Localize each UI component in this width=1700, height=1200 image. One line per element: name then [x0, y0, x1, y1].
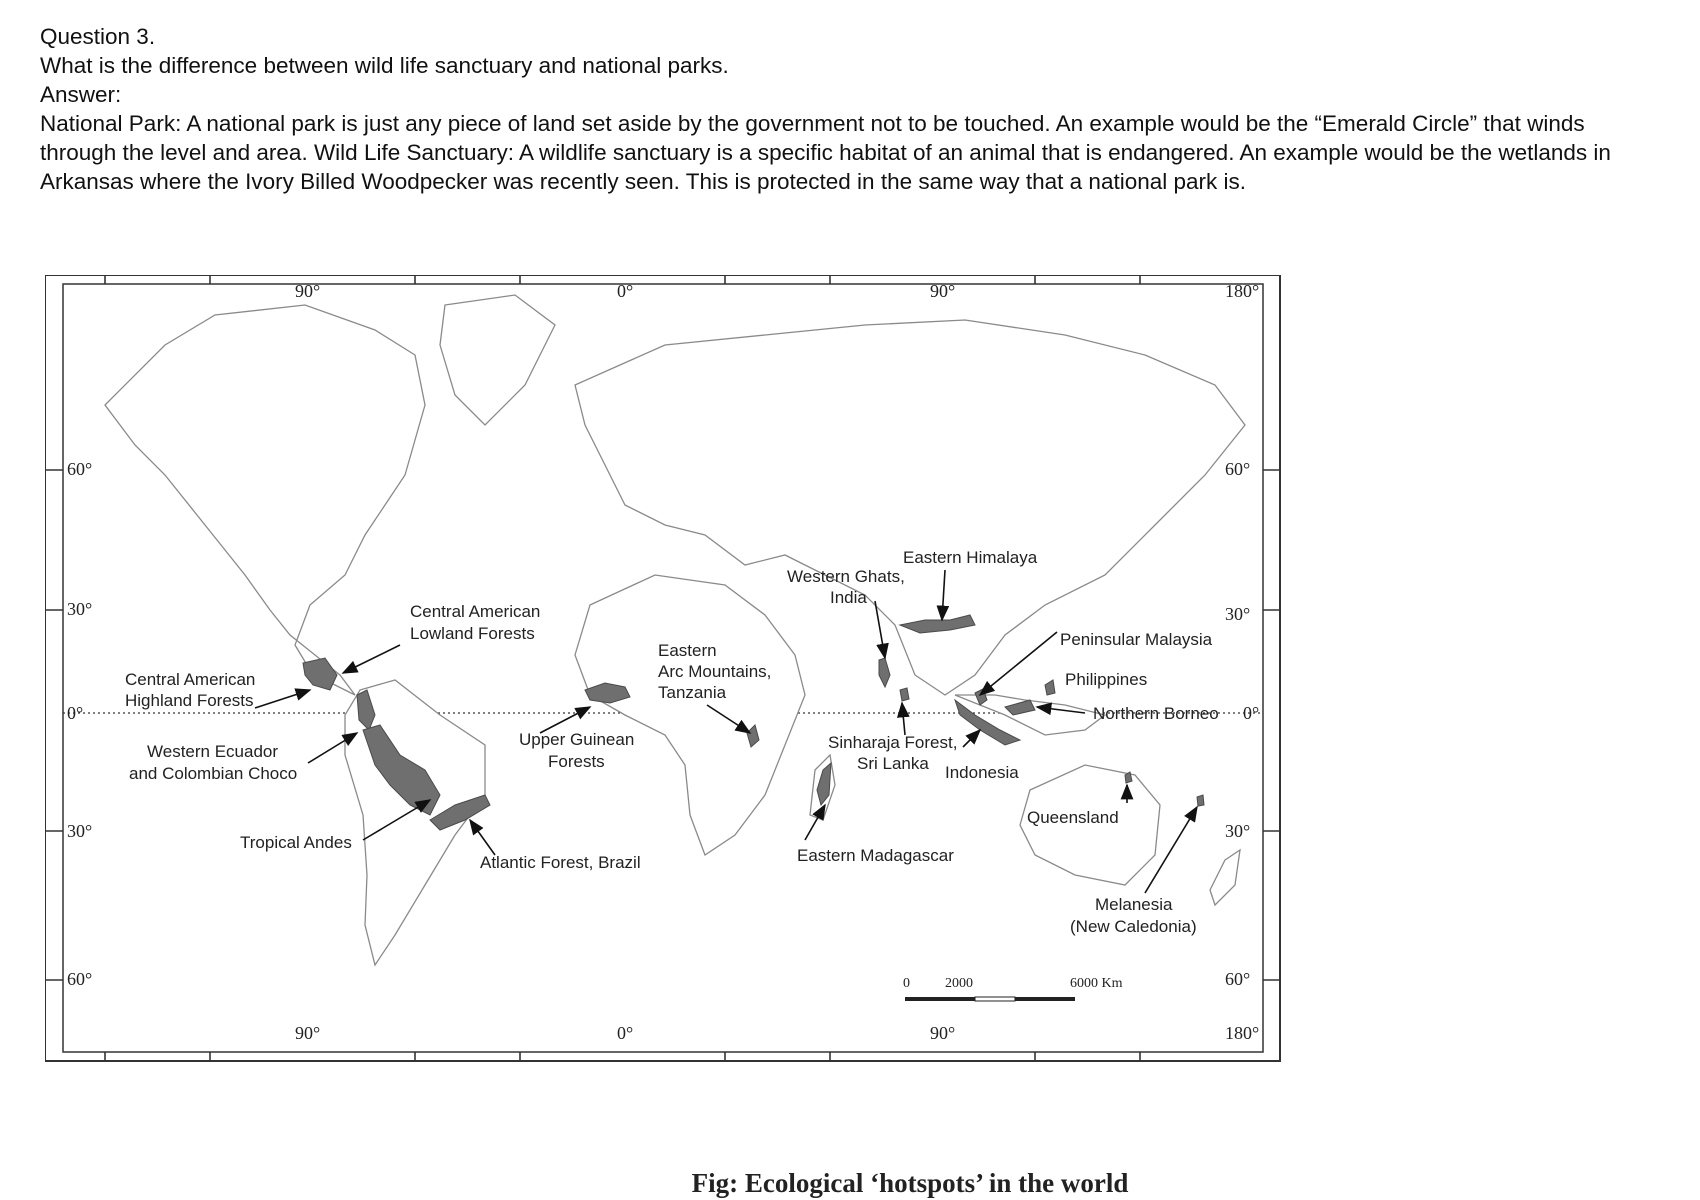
- label-central-american-highland-1: Central American: [125, 670, 256, 689]
- question-number: Question 3.: [40, 24, 156, 49]
- label-eastern-arc-2: Arc Mountains,: [658, 662, 772, 681]
- label-atlantic-forest: Atlantic Forest, Brazil: [480, 853, 641, 872]
- label-eastern-arc-1: Eastern: [658, 641, 717, 660]
- label-western-ghats-1: Western Ghats,: [787, 567, 905, 586]
- deg-right-0: 0°: [1243, 703, 1260, 723]
- deg-left-60n: 60°: [67, 459, 93, 479]
- label-central-american-lowland-1: Central American: [410, 602, 541, 621]
- deg-left-0: 0°: [67, 703, 84, 723]
- deg-left-60s: 60°: [67, 969, 93, 989]
- label-sinharaja-2: Sri Lanka: [857, 754, 929, 773]
- deg-top-90e: 90°: [930, 281, 956, 301]
- hotspot-map: [45, 275, 1400, 1170]
- label-eastern-madagascar: Eastern Madagascar: [797, 846, 954, 865]
- deg-top-180: 180°: [1225, 281, 1260, 301]
- deg-bottom-0: 0°: [617, 1023, 634, 1043]
- label-tropical-andes: Tropical Andes: [240, 833, 352, 852]
- label-sinharaja-1: Sinharaja Forest,: [828, 733, 958, 752]
- label-central-american-highland-2: Highland Forests: [125, 691, 254, 710]
- deg-top-0: 0°: [617, 281, 634, 301]
- answer-label: Answer:: [40, 82, 122, 107]
- label-upper-guinean-1: Upper Guinean: [519, 730, 635, 749]
- deg-bottom-90w: 90°: [295, 1023, 321, 1043]
- hotspot-melanesia: [1197, 795, 1204, 806]
- label-upper-guinean-2: Forests: [548, 752, 605, 771]
- deg-right-60n: 60°: [1225, 459, 1251, 479]
- scale-end: 6000 Km: [1070, 976, 1123, 991]
- label-central-american-lowland-2: Lowland Forests: [410, 624, 535, 643]
- label-indonesia: Indonesia: [945, 763, 1019, 782]
- deg-bottom-90e: 90°: [930, 1023, 956, 1043]
- label-peninsular-malaysia: Peninsular Malaysia: [1060, 630, 1213, 649]
- label-northern-borneo: Northern Borneo: [1093, 704, 1219, 723]
- answer-text: National Park: A national park is just any piece of land set aside by the government not to be touched. An example would be the “Emerald Circle” that winds through the level and area. Wild Life Sanctuary: A wildlife sanctuary is a specific habitat of an animal that is endangered. An example would be the wetlands in Arkansas where the Ivory Billed Woodpecker was recently seen. This is protected in the same way that a national park is.: [40, 111, 1611, 194]
- map-caption: Fig: Ecological ‘hotspots’ in the world: [691, 1168, 1129, 1198]
- label-eastern-himalaya: Eastern Himalaya: [903, 548, 1038, 567]
- deg-top-90w: 90°: [295, 281, 321, 301]
- label-philippines: Philippines: [1065, 670, 1148, 689]
- deg-right-30n: 30°: [1225, 604, 1251, 624]
- label-melanesia-2: (New Caledonia): [1070, 917, 1197, 936]
- question-block: [40, 22, 1660, 196]
- scale-zero: 0: [903, 976, 910, 991]
- label-eastern-arc-3: Tanzania: [658, 683, 727, 702]
- deg-left-30s: 30°: [67, 821, 93, 841]
- world-map-svg: [45, 275, 1400, 1170]
- question-text: What is the difference between wild life sanctuary and national parks.: [40, 53, 729, 78]
- label-western-ecuador-2: and Colombian Choco: [129, 764, 298, 783]
- deg-right-30s: 30°: [1225, 821, 1251, 841]
- deg-right-60s: 60°: [1225, 969, 1251, 989]
- scale-mid: 2000: [945, 976, 973, 991]
- label-western-ecuador-1: Western Ecuador: [147, 742, 279, 761]
- deg-left-30n: 30°: [67, 599, 93, 619]
- label-melanesia-1: Melanesia: [1095, 895, 1173, 914]
- deg-bottom-180: 180°: [1225, 1023, 1260, 1043]
- hotspot-sinharaja: [900, 688, 909, 701]
- label-western-ghats-2: India: [830, 588, 867, 607]
- label-queensland: Queensland: [1027, 808, 1119, 827]
